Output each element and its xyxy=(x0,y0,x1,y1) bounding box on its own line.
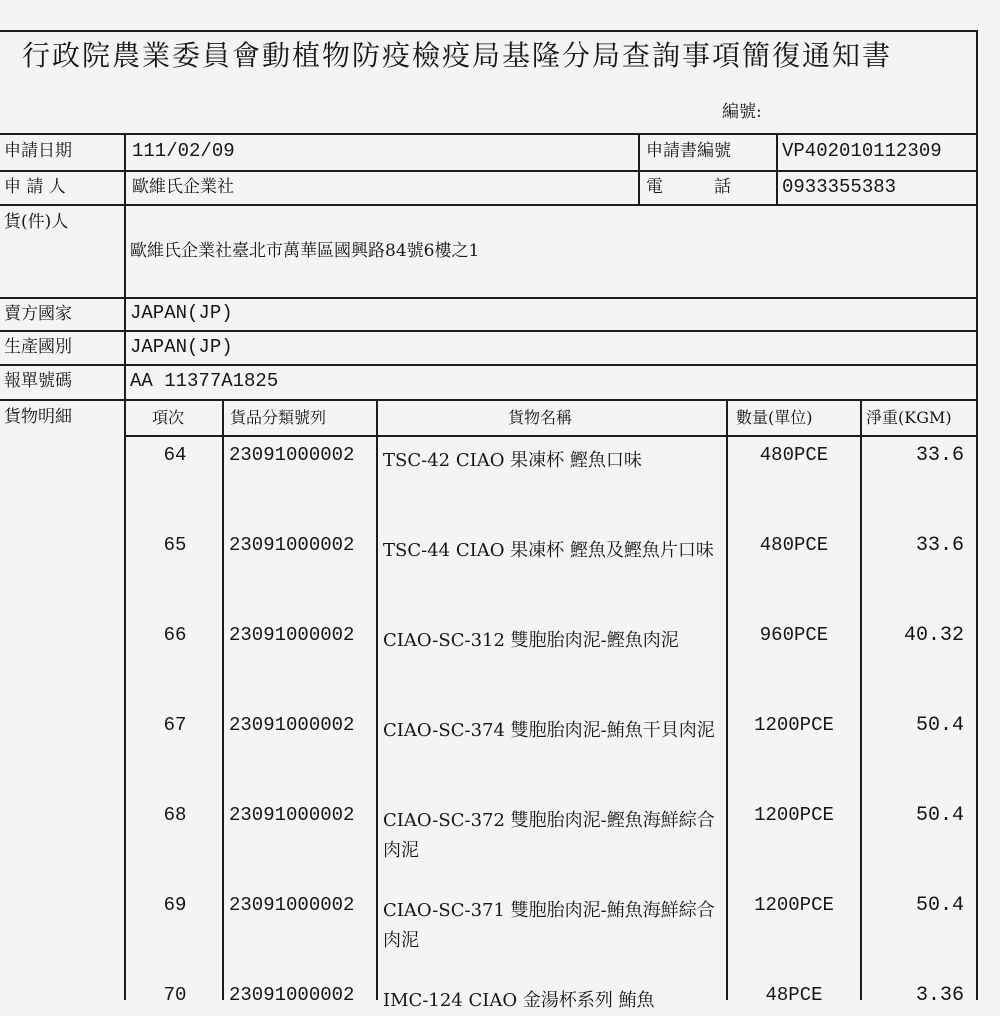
seller-value: JAPAN(JP) xyxy=(130,302,233,324)
row-line-consignee xyxy=(0,204,978,206)
applicant-value: 歐維氏企業社 xyxy=(132,177,234,197)
declaration-label: 報單號碼 xyxy=(4,371,72,391)
seller-label: 賣方國家 xyxy=(4,304,72,324)
row-name: CIAO-SC-312 雙胞胎肉泥-鰹魚肉泥 xyxy=(383,630,679,651)
row-qty: 960PCE xyxy=(759,624,829,646)
row-qty: 480PCE xyxy=(759,444,829,466)
row-code: 23091000002 xyxy=(229,984,355,1006)
header-weight: 淨重(KGM) xyxy=(866,408,952,427)
app-no-label: 申請書編號 xyxy=(646,141,731,161)
table-header-line xyxy=(124,435,978,437)
row-name: TSC-42 CIAO 果凍杯 鰹魚口味 xyxy=(383,450,642,471)
col-line-qty xyxy=(726,399,728,1000)
row-name: CIAO-SC-372 雙胞胎肉泥-鰹魚海鮮綜合肉泥 xyxy=(383,810,715,861)
phone-label: 電 話 xyxy=(646,177,731,197)
row-item: 66 xyxy=(163,624,187,646)
document-title: 行政院農業委員會動植物防疫檢疫局基隆分局查詢事項簡復通知書 xyxy=(22,39,893,72)
row-line-goods xyxy=(0,399,978,401)
date-value: 111/02/09 xyxy=(132,140,235,162)
row-name: IMC-124 CIAO 金湯杯系列 鮪魚 xyxy=(383,990,655,1011)
frame-right xyxy=(976,30,978,1000)
row-item: 67 xyxy=(163,714,187,736)
row-qty: 48PCE xyxy=(765,984,823,1006)
col-line-code xyxy=(222,399,224,1000)
row-line-date xyxy=(0,133,978,135)
row-line-applicant xyxy=(0,170,978,172)
row-item: 64 xyxy=(163,444,187,466)
row-code: 23091000002 xyxy=(229,804,355,826)
row-name: CIAO-SC-371 雙胞胎肉泥-鮪魚海鮮綜合肉泥 xyxy=(383,900,715,951)
row-item: 70 xyxy=(163,984,187,1006)
row-qty: 1200PCE xyxy=(754,804,834,826)
row-item: 69 xyxy=(163,894,187,916)
row-qty: 1200PCE xyxy=(754,894,834,916)
applicant-label: 申 請 人 xyxy=(4,177,66,197)
row-weight: 50.4 xyxy=(915,894,964,917)
header-code: 貨品分類號列 xyxy=(230,408,327,427)
row-qty: 1200PCE xyxy=(754,714,834,736)
label-column-line xyxy=(124,133,126,1000)
phone-value: 0933355383 xyxy=(782,176,897,198)
consignee-label: 貨(件)人 xyxy=(4,212,69,232)
origin-value: JAPAN(JP) xyxy=(130,336,233,358)
date-label: 申請日期 xyxy=(4,141,72,161)
row-weight: 33.6 xyxy=(915,444,964,467)
row-code: 23091000002 xyxy=(229,624,355,646)
row-line-seller xyxy=(0,297,978,299)
col-line-name xyxy=(376,399,378,1000)
row-weight: 50.4 xyxy=(915,714,964,737)
row-weight: 3.36 xyxy=(915,984,964,1007)
row-qty: 480PCE xyxy=(759,534,829,556)
row-code: 23091000002 xyxy=(229,714,355,736)
origin-label: 生產國別 xyxy=(4,337,72,357)
row-name: TSC-44 CIAO 果凍杯 鰹魚及鰹魚片口味 xyxy=(383,540,714,561)
row-code: 23091000002 xyxy=(229,444,355,466)
header-qty: 數量(單位) xyxy=(736,408,813,427)
row-code: 23091000002 xyxy=(229,534,355,556)
col-line-weight xyxy=(860,399,862,1000)
row-weight: 50.4 xyxy=(915,804,964,827)
row-code: 23091000002 xyxy=(229,894,355,916)
declaration-value: AA 11377A1825 xyxy=(130,370,279,392)
app-no-value: VP402010112309 xyxy=(782,140,942,162)
header-item: 項次 xyxy=(152,408,185,427)
row-item: 68 xyxy=(163,804,187,826)
number-label: 編號: xyxy=(722,102,762,122)
consignee-value: 歐維氏企業社臺北市萬華區國興路84號6樓之1 xyxy=(130,241,480,261)
header-name: 貨物名稱 xyxy=(508,408,573,427)
row-item: 65 xyxy=(163,534,187,556)
row-line-origin xyxy=(0,330,978,332)
frame-top xyxy=(0,30,978,32)
right-block-line-1 xyxy=(638,133,640,204)
row-line-declaration xyxy=(0,364,978,366)
goods-label: 貨物明細 xyxy=(4,407,72,427)
row-weight: 40.32 xyxy=(903,624,964,647)
row-weight: 33.6 xyxy=(915,534,964,557)
row-name: CIAO-SC-374 雙胞胎肉泥-鮪魚干貝肉泥 xyxy=(383,720,715,741)
right-block-line-2 xyxy=(776,133,778,204)
